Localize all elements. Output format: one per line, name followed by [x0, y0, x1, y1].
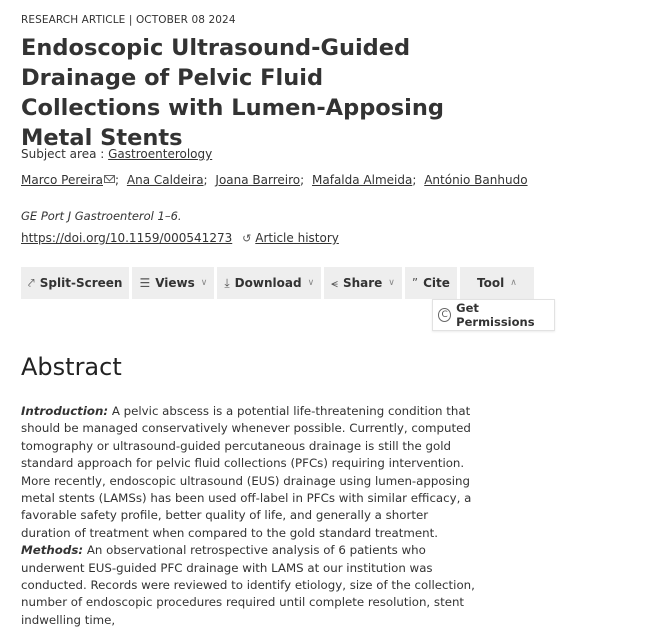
get-permissions-label: Get Permissions	[456, 301, 535, 329]
chevron-down-icon: ∨	[307, 278, 315, 288]
article-toolbar	[21, 267, 534, 299]
publication-date: OCTOBER 08 2024	[135, 14, 236, 26]
subject-area-link[interactable]: Gastroenterology	[108, 147, 213, 161]
get-permissions-button[interactable]	[432, 299, 555, 331]
chevron-down-icon: ∨	[388, 278, 395, 288]
views-label: Views	[155, 276, 195, 290]
doi-row	[21, 231, 339, 245]
author-link[interactable]: Marco Pereira	[21, 173, 103, 187]
share-icon: ⪪	[331, 275, 338, 290]
author-list	[21, 173, 528, 187]
quote-icon: ”	[411, 276, 419, 290]
article-title: Endoscopic Ultrasound-Guided Drainage of Pelvic Fluid Collections with Lumen-Apposing Metal Stents	[21, 35, 444, 151]
split-screen-icon: ⤤	[28, 275, 35, 290]
article-history[interactable]	[242, 231, 339, 245]
download-button[interactable]	[217, 267, 321, 299]
chevron-down-icon: ∨	[200, 278, 208, 288]
views-button[interactable]	[132, 267, 214, 299]
share-label: Share	[342, 276, 383, 290]
author-link[interactable]: Joana Barreiro	[215, 173, 301, 187]
author-separator: ;	[412, 173, 417, 187]
methods-text: An observational retrospective analysis of 6 patients who underwent EUS-guided PFC drainage with LAMS at our institution was conducted. Records were reviewed to identify etiology, size of the collection, number of endoscopic procedures required until complete resolution, stent indwelling time,	[21, 543, 475, 627]
article-meta	[21, 14, 236, 26]
author-separator: ;	[300, 173, 305, 187]
cite-label: Cite	[423, 276, 450, 290]
share-button[interactable]	[324, 267, 402, 299]
email-icon[interactable]	[104, 175, 115, 183]
author-separator: ;	[115, 173, 120, 187]
meta-separator: |	[128, 14, 133, 26]
journal-citation: GE Port J Gastroenterol 1–6.	[21, 209, 182, 223]
introduction-label: Introduction:	[21, 404, 109, 418]
copyright-icon: C	[438, 308, 451, 322]
cite-button[interactable]	[405, 267, 457, 299]
abstract-text	[21, 403, 481, 629]
menu-icon: ☰	[139, 276, 151, 290]
subject-area-label: Subject area :	[21, 147, 105, 161]
introduction-text: A pelvic abscess is a potential life-threatening condition that should be managed conservatively whenever possible. Currently, computed tomography or ultrasound-guided percutaneous drainage is still the gold standard approach for pelvic fluid collections (PFCs) requiring intervention. More recently, endoscopic ultrasound (EUS) drainage using lumen-apposing metal stents (LAMSs) has been used off-label in PFCs with similar efficacy, a favorable safety profile, better quality of life, and generally a shorter duration of treatment when compared to the gold standard treatment.	[21, 404, 472, 540]
doi-link[interactable]: https://doi.org/10.1159/000541273	[21, 231, 233, 245]
split-screen-label: Split-Screen	[39, 276, 123, 290]
abstract-heading: Abstract	[21, 353, 122, 381]
download-icon: ⤓	[224, 275, 230, 290]
author-link[interactable]: António Banhudo	[424, 173, 528, 187]
split-screen-button[interactable]	[21, 267, 129, 299]
history-icon: ↺	[242, 232, 252, 245]
tool-button[interactable]	[460, 267, 534, 299]
methods-label: Methods:	[21, 543, 84, 558]
author-link[interactable]: Ana Caldeira	[126, 173, 204, 187]
chevron-up-icon: ∧	[510, 278, 517, 288]
author-separator: ;	[203, 173, 208, 187]
author-link[interactable]: Mafalda Almeida	[312, 173, 413, 187]
download-label: Download	[234, 276, 302, 290]
article-type-label: RESEARCH ARTICLE	[21, 14, 126, 26]
subject-area	[21, 147, 212, 161]
tool-label: Tool	[476, 276, 505, 290]
article-history-link[interactable]: Article history	[255, 231, 339, 245]
